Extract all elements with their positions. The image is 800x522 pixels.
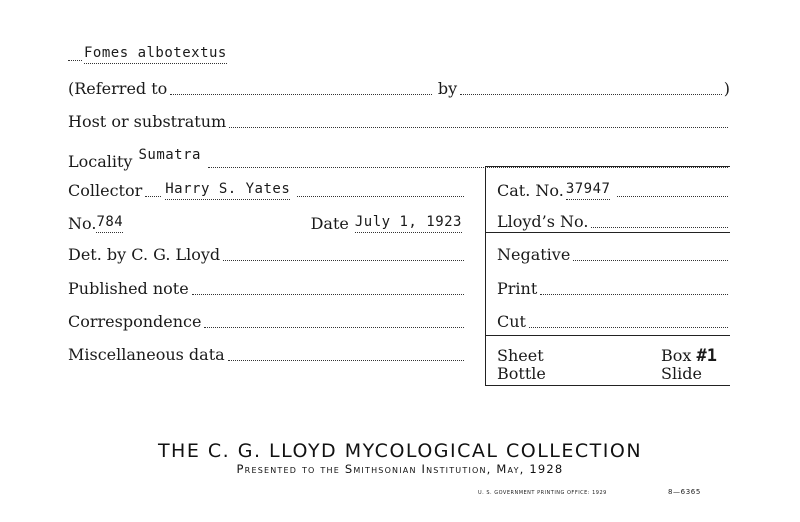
- date-value: July 1, 1923: [355, 213, 462, 233]
- print-label: Print: [497, 279, 538, 298]
- collection-subtitle: Presented to the Smithsonian Institution, May, 1928: [236, 462, 564, 476]
- published-label: Published note: [68, 279, 189, 298]
- cat-label: Cat. No.: [497, 181, 564, 200]
- referred-to-label: (Referred to: [68, 79, 168, 98]
- no-label: No.: [68, 214, 97, 233]
- column-divider: [485, 166, 486, 386]
- published-line: [192, 293, 464, 295]
- det-label: Det. by C. G. Lloyd: [68, 245, 221, 264]
- misc-line: [228, 359, 464, 361]
- collector-leader: [145, 195, 161, 197]
- by-label: by: [437, 79, 458, 98]
- no-spacer: [130, 229, 308, 230]
- collector-row: [68, 180, 466, 200]
- cat-value: 37947: [566, 180, 611, 200]
- published-row: [68, 280, 466, 298]
- no-value: 784: [96, 213, 123, 233]
- print-line: [540, 293, 728, 295]
- no-date-row: [68, 213, 466, 233]
- host-label: Host or substratum: [68, 112, 227, 131]
- specimen-name: Fomes albotextus: [84, 44, 227, 64]
- negative-line: [573, 259, 728, 261]
- bottle-label: Bottle: [497, 364, 546, 383]
- by-line: [460, 93, 722, 95]
- misc-label: Miscellaneous data: [68, 345, 225, 364]
- host-line: [229, 126, 728, 128]
- collector-value: Harry S. Yates: [165, 180, 290, 200]
- lloyds-line: [591, 226, 728, 228]
- storage-block: [497, 346, 730, 386]
- form-number: 8—6365: [668, 488, 701, 496]
- cat-row: [497, 180, 730, 200]
- misc-row: [68, 346, 466, 364]
- specimen-name-row: [68, 44, 270, 64]
- collection-title: THE C. G. LLOYD MYCOLOGICAL COLLECTION: [157, 440, 643, 462]
- locality-value: Sumatra: [138, 147, 201, 163]
- det-row: [68, 246, 466, 264]
- cut-line: [529, 326, 728, 328]
- box-value: #1: [696, 346, 717, 366]
- cat-line: [617, 195, 728, 197]
- correspondence-row: [68, 313, 466, 331]
- referred-to-row: [68, 80, 730, 98]
- lloyds-row: [497, 213, 730, 231]
- negative-row: [497, 246, 730, 264]
- referred-to-line: [170, 93, 432, 95]
- right-panel-rule-1: [485, 232, 730, 233]
- specimen-name-leader: [68, 59, 82, 61]
- locality-row: [68, 146, 730, 171]
- correspondence-label: Correspondence: [68, 312, 202, 331]
- cut-label: Cut: [497, 312, 526, 331]
- sheet-label: Sheet: [497, 346, 544, 365]
- lloyds-label: Lloyd’s No.: [497, 212, 589, 231]
- right-panel-rule-2: [485, 335, 730, 336]
- box-field: [661, 346, 717, 366]
- print-row: [497, 280, 730, 298]
- negative-label: Negative: [497, 245, 571, 264]
- cut-row: [497, 313, 730, 331]
- date-label: Date: [310, 214, 349, 233]
- correspondence-line: [204, 326, 464, 328]
- box-label: Box: [661, 346, 692, 365]
- slide-label: Slide: [661, 364, 702, 383]
- locality-label: Locality: [68, 152, 133, 171]
- collector-label: Collector: [68, 181, 143, 200]
- right-panel-top-rule: [485, 166, 730, 167]
- printer-imprint: U. S. GOVERNMENT PRINTING OFFICE: 1929: [478, 490, 607, 496]
- collector-line: [297, 195, 464, 197]
- det-line: [223, 259, 464, 261]
- host-row: [68, 113, 730, 131]
- closing-paren: ): [723, 79, 730, 98]
